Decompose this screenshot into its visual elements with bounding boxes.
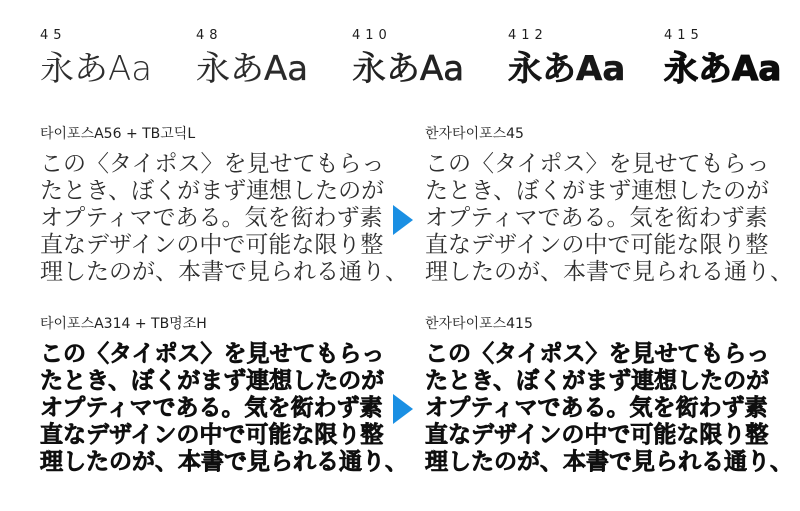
paragraph-line: 直なデザインの中で可能な限り整 <box>425 422 769 448</box>
arrow-right-icon <box>393 394 413 424</box>
specimen-item-410 <box>352 28 508 89</box>
weight-code: 410 <box>352 28 392 43</box>
font-pair-label: 타이포스A314 + TB명조H <box>40 316 207 332</box>
specimen-paragraph <box>40 341 408 476</box>
font-pair-label: 한자타이포스415 <box>425 316 533 332</box>
weight-specimen-row <box>40 28 800 89</box>
paragraph-line: オプティマである。気を衒わず素 <box>425 205 768 231</box>
weight-code: 412 <box>508 28 548 43</box>
font-pair-label: 한자타이포스45 <box>425 126 524 142</box>
paragraph-line: この〈タイポス〉を見せてもらっ <box>425 151 770 177</box>
weight-code: 48 <box>196 28 223 43</box>
paragraph-line: 理したのが、本書で見られる通り、 <box>40 449 408 475</box>
specimen-paragraph <box>425 341 793 476</box>
paragraph-line: たとき、ぼくがまず連想したのが <box>425 368 770 394</box>
paragraph-line: 直なデザインの中で可能な限り整 <box>40 422 384 448</box>
specimen-item-415 <box>664 28 800 89</box>
weight-code: 45 <box>40 28 67 43</box>
paragraph-line: 理したのが、本書で見られる通り、 <box>425 449 793 475</box>
paragraph-line: たとき、ぼくがまず連想したのが <box>40 178 385 204</box>
comparison-left-column <box>40 126 408 286</box>
comparison-right-column <box>425 126 793 286</box>
specimen-sample: 永あAa <box>508 49 626 89</box>
weight-code: 415 <box>664 28 704 43</box>
specimen-sample: 永あAa <box>664 49 782 89</box>
comparison-left-column <box>40 316 408 476</box>
specimen-item-412 <box>508 28 664 89</box>
specimen-sample: 永あAa <box>196 49 309 89</box>
font-pair-label: 타이포스A56 + TB고딕L <box>40 126 196 142</box>
specimen-item-48 <box>196 28 352 89</box>
specimen-paragraph <box>425 151 793 286</box>
paragraph-line: 直なデザインの中で可能な限り整 <box>40 232 384 258</box>
specimen-sample: 永あAa <box>352 49 465 89</box>
arrow-right-icon <box>393 205 413 235</box>
comparison-right-column <box>425 316 793 476</box>
paragraph-line: 理したのが、本書で見られる通り、 <box>425 259 793 285</box>
paragraph-line: この〈タイポス〉を見せてもらっ <box>425 341 770 367</box>
specimen-sample: 永あAa <box>40 49 153 89</box>
specimen-paragraph <box>40 151 408 286</box>
specimen-item-45 <box>40 28 196 89</box>
paragraph-line: オプティマである。気を衒わず素 <box>40 395 383 421</box>
paragraph-line: この〈タイポス〉を見せてもらっ <box>40 151 385 177</box>
paragraph-line: 理したのが、本書で見られる通り、 <box>40 259 408 285</box>
paragraph-line: この〈タイポス〉を見せてもらっ <box>40 341 385 367</box>
paragraph-line: たとき、ぼくがまず連想したのが <box>425 178 770 204</box>
paragraph-line: たとき、ぼくがまず連想したのが <box>40 368 385 394</box>
paragraph-line: オプティマである。気を衒わず素 <box>425 395 768 421</box>
paragraph-line: 直なデザインの中で可能な限り整 <box>425 232 769 258</box>
paragraph-line: オプティマである。気を衒わず素 <box>40 205 383 231</box>
